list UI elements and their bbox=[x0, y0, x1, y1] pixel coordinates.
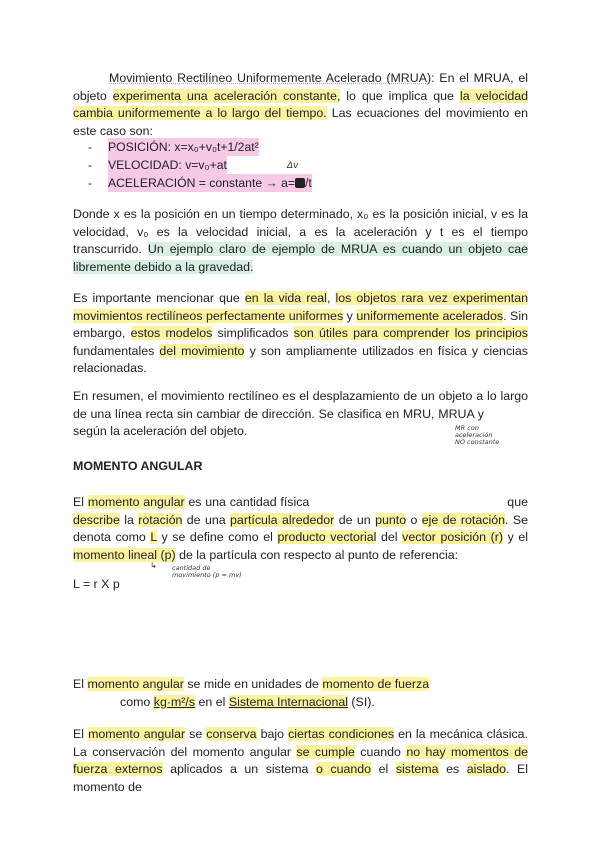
text-span: se mide en unidades de bbox=[183, 677, 323, 691]
equation-acceleration bbox=[108, 174, 312, 192]
highlight-green: Un ejemplo claro de ejemplo de MRUA es cuando un objeto cae libremente debido a la gravedad. bbox=[73, 242, 528, 274]
highlight: partícula alrededor bbox=[230, 512, 335, 527]
text-span: : En el MRUA, el objeto bbox=[73, 71, 528, 103]
text-span: Donde x es la posición en un tiempo determinado, x₀ es la posición inicial, v es la velocidad, v₀ es la velocidad inicial, a es la aceleración y t es el tiempo transcurrido. bbox=[73, 207, 528, 257]
highlight: momento de fuerza bbox=[322, 677, 430, 691]
unidades-paragraph bbox=[73, 676, 528, 694]
text-span: es bbox=[438, 762, 467, 777]
text-span: cuando bbox=[354, 744, 407, 759]
list-item bbox=[88, 174, 312, 192]
highlight: aislado bbox=[466, 762, 506, 777]
text-span: en el bbox=[195, 695, 229, 709]
bullet-dash: - bbox=[88, 176, 93, 190]
scribble-mark bbox=[295, 178, 305, 188]
text-span: . Sin embargo, bbox=[73, 308, 528, 341]
highlight: estos modelos bbox=[130, 326, 213, 341]
list-item bbox=[88, 156, 312, 174]
highlight: son útiles para comprender los principios bbox=[293, 326, 528, 341]
equation-position: POSICIÓN: x=x₀+v₀t+1/2at² bbox=[108, 140, 259, 154]
highlight: producto vectorial bbox=[277, 530, 377, 545]
text-span: y el bbox=[502, 530, 529, 545]
importante-paragraph bbox=[73, 290, 528, 378]
text-span: Las ecuaciones del movimiento en este caso son: bbox=[73, 106, 528, 138]
highlight: momento angular bbox=[87, 677, 184, 691]
donde-paragraph bbox=[73, 206, 528, 276]
bullet-dash: - bbox=[88, 158, 93, 172]
highlight: se cumple bbox=[296, 744, 355, 759]
text-span: es una cantidad física bbox=[184, 495, 310, 509]
note-line: aceleración bbox=[455, 431, 493, 439]
text-span: , bbox=[326, 291, 336, 305]
highlight: eje de rotación bbox=[421, 512, 505, 527]
text-span: fundamentales bbox=[73, 343, 160, 358]
text-span: de la partícula con respecto al punto de referencia: bbox=[175, 547, 459, 562]
highlight: ciertas condiciones bbox=[288, 727, 395, 741]
highlight: del movimiento bbox=[159, 343, 245, 358]
highlight: Sistema Internacional bbox=[228, 695, 348, 709]
highlight: en la vida real bbox=[244, 291, 327, 305]
note-line: NO constante bbox=[455, 438, 500, 446]
highlight: rotación bbox=[138, 512, 183, 527]
mrua-title: Movimiento Rectilíneo Uniformemente Acelerado (MRUA) bbox=[109, 71, 432, 85]
text-span: y son ampliamente utilizados en física y ciencias relacionadas. bbox=[73, 343, 528, 376]
text-span: que bbox=[507, 495, 528, 509]
handwritten-arrow: ↳ bbox=[150, 561, 157, 570]
text-span: Es importante mencionar que bbox=[73, 291, 245, 305]
text-span: el bbox=[371, 762, 396, 777]
formula: L = r X p bbox=[73, 577, 120, 591]
conserva-paragraph bbox=[73, 726, 528, 796]
text-span: bajo bbox=[256, 727, 289, 741]
text-span: en la mecánica clásica. La conservación del momento angular bbox=[73, 727, 528, 759]
text-span: del bbox=[376, 530, 403, 545]
highlight: conserva bbox=[206, 727, 257, 741]
highlight: punto bbox=[375, 512, 407, 527]
highlight: o cuando bbox=[315, 762, 372, 777]
text-span: simplificados bbox=[212, 326, 294, 341]
text-span: aplicados a un sistema bbox=[162, 762, 316, 777]
highlight: L bbox=[150, 530, 157, 545]
momento-paragraph bbox=[73, 494, 528, 564]
highlight: momento angular bbox=[87, 495, 185, 509]
highlight: sistema bbox=[395, 762, 439, 777]
bullet-dash: - bbox=[88, 140, 93, 154]
note-line: cantidad de bbox=[172, 564, 211, 572]
highlight: los objetos rara vez experimentan movimientos rectilíneos perfectamente uniformes bbox=[73, 291, 528, 323]
mrua-paragraph bbox=[73, 70, 528, 140]
handwritten-delta-v: Δv bbox=[287, 161, 299, 171]
text-span: la aceleración del objeto. bbox=[110, 424, 248, 439]
section-heading: MOMENTO ANGULAR bbox=[73, 459, 203, 473]
text-span: El bbox=[73, 677, 88, 691]
text-span: . Se denota como bbox=[73, 512, 528, 545]
highlight: experimenta una aceleración constante, bbox=[112, 88, 341, 103]
text-span: de un bbox=[334, 512, 376, 527]
text-span: lo que implica que bbox=[340, 88, 460, 103]
highlight: vector posición (r) bbox=[402, 530, 503, 545]
unidades-line-2 bbox=[120, 694, 520, 712]
text-span: /t bbox=[304, 176, 312, 190]
highlight: la velocidad cambia uniformemente a lo largo del tiempo. bbox=[73, 88, 528, 121]
text-span: El bbox=[73, 727, 89, 741]
equations-list bbox=[88, 138, 312, 192]
text-span: . El momento de bbox=[73, 762, 528, 794]
text-span: (SI). bbox=[347, 695, 375, 709]
text-span: y bbox=[343, 308, 357, 323]
text-span: El bbox=[73, 495, 88, 509]
text-span: según bbox=[73, 424, 107, 439]
highlight: describe bbox=[73, 512, 120, 527]
text-span: y se define como el bbox=[156, 530, 278, 545]
text-span: ACELERACIÓN = constante → a= bbox=[108, 176, 295, 190]
handwritten-note bbox=[455, 425, 499, 446]
text-span: como bbox=[120, 695, 154, 709]
highlight: momento lineal (p) bbox=[73, 547, 176, 562]
note-line: movimiento (p = mv) bbox=[172, 571, 242, 579]
highlight: no hay momentos de fuerza externos bbox=[73, 744, 528, 777]
highlight: momento angular bbox=[88, 727, 186, 741]
text-span: la bbox=[119, 512, 139, 527]
text-span: de una bbox=[182, 512, 231, 527]
text-span: se bbox=[185, 727, 207, 741]
equation-velocity: VELOCIDAD: v=v₀+at bbox=[108, 158, 227, 172]
highlight: uniformemente acelerados bbox=[356, 308, 504, 323]
note-line: MR con bbox=[455, 424, 479, 432]
text-span: o bbox=[406, 512, 422, 527]
list-item bbox=[88, 138, 312, 156]
text-span: En resumen, el movimiento rectilíneo es el desplazamiento de un objeto a lo largo de una línea recta sin cambiar de dirección. Se clasifica en MRU, MRUA y bbox=[73, 389, 528, 421]
highlight: kg·m²/s bbox=[153, 695, 196, 709]
